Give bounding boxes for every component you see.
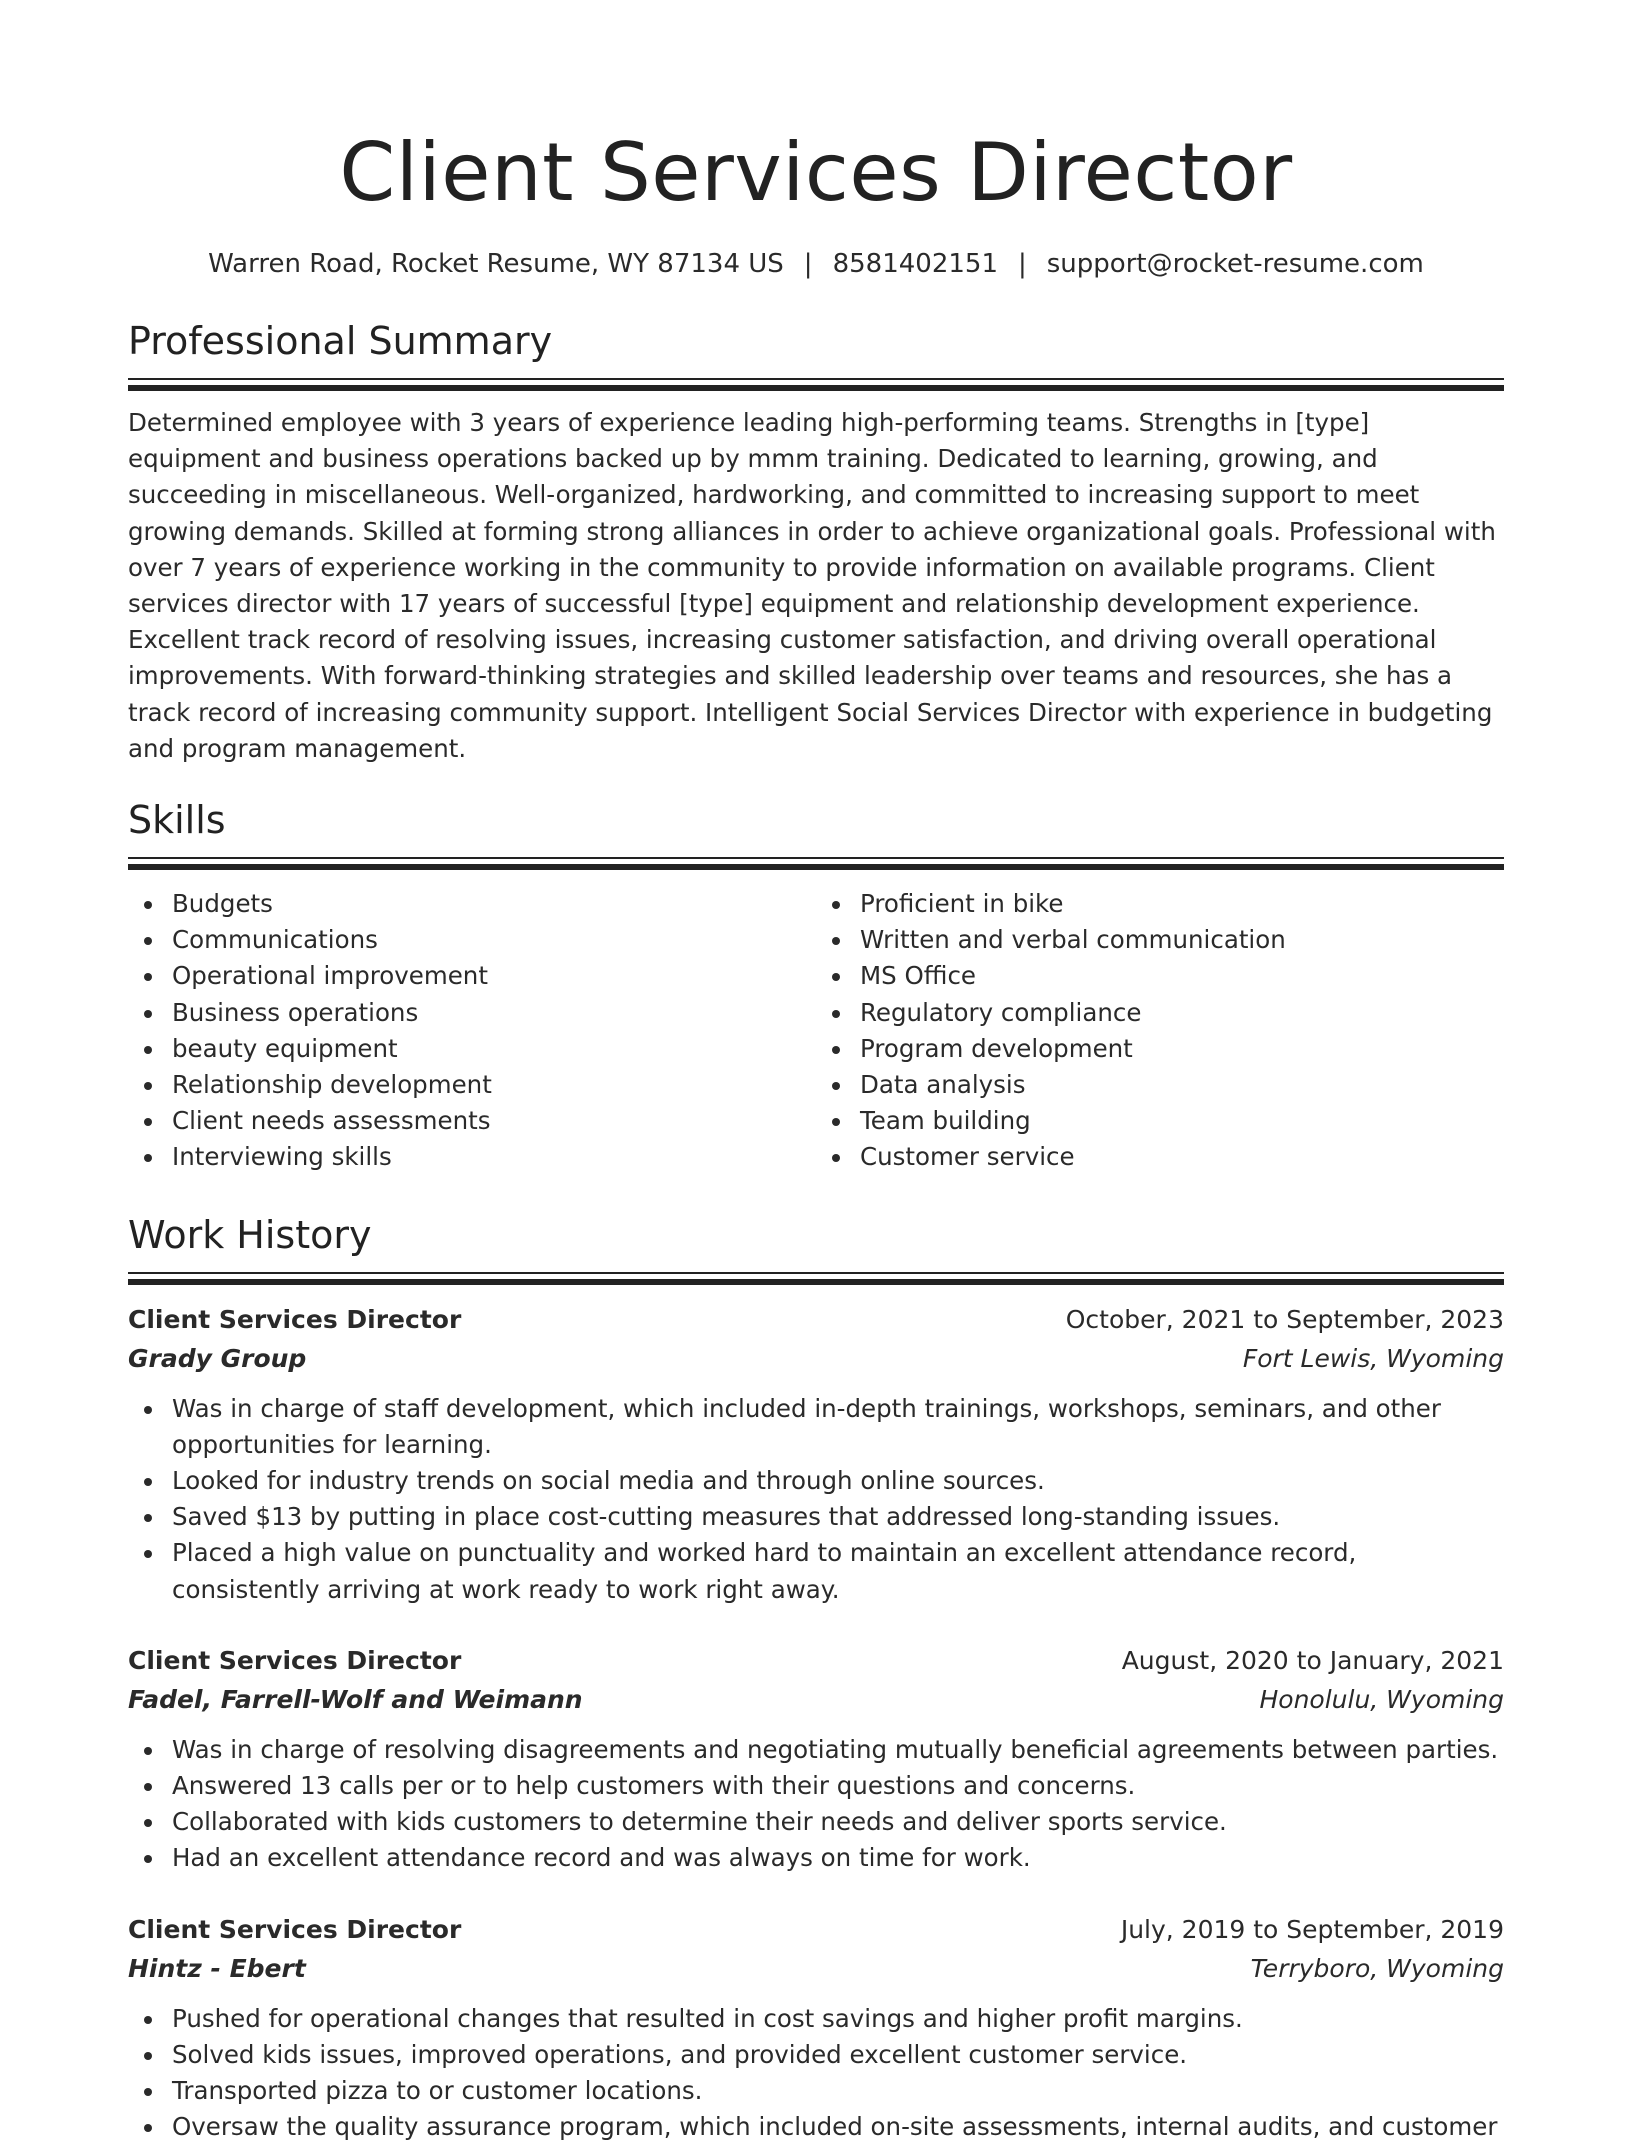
section-rule-thin (128, 857, 1504, 859)
job-bullet: Had an excellent attendance record and was always on time for work. (172, 1840, 1504, 1876)
job-bullet: Collaborated with kids customers to determine their needs and deliver sports service. (172, 1804, 1504, 1840)
skill-item: Business operations (172, 995, 816, 1031)
section-rule-thick (128, 864, 1504, 870)
skill-item: Team building (860, 1103, 1504, 1139)
job-dates: July, 2019 to September, 2019 (1120, 1914, 1504, 1944)
job-entry (128, 1301, 1504, 1608)
job-bullet: Saved $13 by putting in place cost-cutting measures that addressed long-standing issues. (172, 1499, 1504, 1535)
skill-item: Client needs assessments (172, 1103, 816, 1139)
job-company: Hintz - Ebert (128, 1953, 306, 1983)
job-bullets (128, 2001, 1504, 2146)
job-bullet: Was in charge of staff development, which included in-depth trainings, workshops, seminars, and other opportunities for learning. (172, 1391, 1504, 1463)
job-company: Fadel, Farrell-Wolf and Weimann (128, 1684, 583, 1714)
job-header-row (128, 1911, 1504, 1949)
skill-item: Budgets (172, 886, 816, 922)
contact-separator: | (803, 249, 813, 279)
section-rule-thin (128, 378, 1504, 380)
section-rule-thin (128, 1272, 1504, 1274)
skill-item: beauty equipment (172, 1031, 816, 1067)
job-dates: August, 2020 to January, 2021 (1121, 1645, 1504, 1675)
skill-item: Program development (860, 1031, 1504, 1067)
job-company-row (128, 1339, 1504, 1379)
job-entry (128, 1911, 1504, 2146)
job-location: Fort Lewis, Wyoming (1242, 1343, 1504, 1373)
resume-page (128, 0, 1504, 2146)
work-history-section (128, 1210, 1504, 2146)
job-bullet: Transported pizza to or customer locations. (172, 2073, 1504, 2109)
job-location: Terryboro, Wyoming (1250, 1953, 1504, 1983)
summary-text: Determined employee with 3 years of experience leading high-performing teams. Strengths in [type] equipment and business operations backed up by mmm training. Dedicated to learning, growing, and succeeding in miscellaneous. Well-organized, hardworking, and committed to increasing support to meet growing demands. Skilled at forming strong alliances in order to achieve organizational goals. Professional with over 7 years of experience working in the community to provide information on available programs. Client services director with 17 years of successful [type] equipment and relationship development experience. Excellent track record of resolving issues, increasing customer satisfaction, and driving overall operational improvements. With forward-thinking strategies and skilled leadership over teams and resources, she has a track record of increasing community support. Intelligent Social Services Director with experience in budgeting and program management. (128, 408, 1496, 763)
skills-column-left (128, 886, 816, 1176)
skill-item: Proficient in bike (860, 886, 1504, 922)
skill-item: Regulatory compliance (860, 995, 1504, 1031)
skill-item: Interviewing skills (172, 1139, 816, 1175)
job-title: Client Services Director (128, 1304, 462, 1334)
job-bullet: Answered 13 calls per or to help customers with their questions and concerns. (172, 1768, 1504, 1804)
skill-item: Operational improvement (172, 958, 816, 994)
job-dates: October, 2021 to September, 2023 (1065, 1304, 1504, 1334)
job-header-row (128, 1301, 1504, 1339)
job-company-row (128, 1680, 1504, 1720)
skill-item: Written and verbal communication (860, 922, 1504, 958)
section-heading-summary: Professional Summary (128, 319, 553, 363)
skills-column-right (816, 886, 1504, 1176)
job-bullet: Pushed for operational changes that resulted in cost savings and higher profit margins. (172, 2001, 1504, 2037)
job-bullet: Looked for industry trends on social media and through online sources. (172, 1463, 1504, 1499)
job-bullet: Solved kids issues, improved operations, and provided excellent customer service. (172, 2037, 1504, 2073)
skill-item: Communications (172, 922, 816, 958)
skills-section (128, 795, 1504, 1176)
contact-separator: | (1017, 249, 1027, 279)
resume-name: Client Services Director (339, 126, 1293, 219)
contact-phone: 8581402151 (832, 249, 998, 279)
contact-address: Warren Road, Rocket Resume, WY 87134 US (208, 249, 784, 279)
job-location: Honolulu, Wyoming (1259, 1684, 1504, 1714)
contact-email: support@rocket-resume.com (1046, 249, 1424, 279)
professional-summary-section (128, 316, 1504, 767)
job-bullets (128, 1391, 1504, 1608)
job-bullets (128, 1732, 1504, 1877)
job-title: Client Services Director (128, 1645, 462, 1675)
skills-grid (128, 886, 1504, 1176)
skill-item: Customer service (860, 1139, 1504, 1175)
contact-line (128, 246, 1504, 282)
job-bullet: Oversaw the quality assurance program, which included on-site assessments, internal audits, and customer (172, 2109, 1504, 2145)
section-heading-work: Work History (128, 1212, 372, 1257)
job-header-row (128, 1642, 1504, 1680)
job-entry (128, 1642, 1504, 1877)
job-bullet: Placed a high value on punctuality and worked hard to maintain an excellent attendance record, consistently arriving at work ready to work right away. (172, 1535, 1504, 1607)
job-company: Grady Group (128, 1343, 307, 1373)
section-heading-skills: Skills (128, 798, 226, 843)
skill-item: Data analysis (860, 1067, 1504, 1103)
section-rule-thick (128, 385, 1504, 391)
job-bullet: Was in charge of resolving disagreements and negotiating mutually beneficial agreements between parties. (172, 1732, 1504, 1768)
job-company-row (128, 1949, 1504, 1989)
job-title: Client Services Director (128, 1914, 462, 1944)
section-rule-thick (128, 1279, 1504, 1285)
skill-item: MS Office (860, 958, 1504, 994)
skill-item: Relationship development (172, 1067, 816, 1103)
